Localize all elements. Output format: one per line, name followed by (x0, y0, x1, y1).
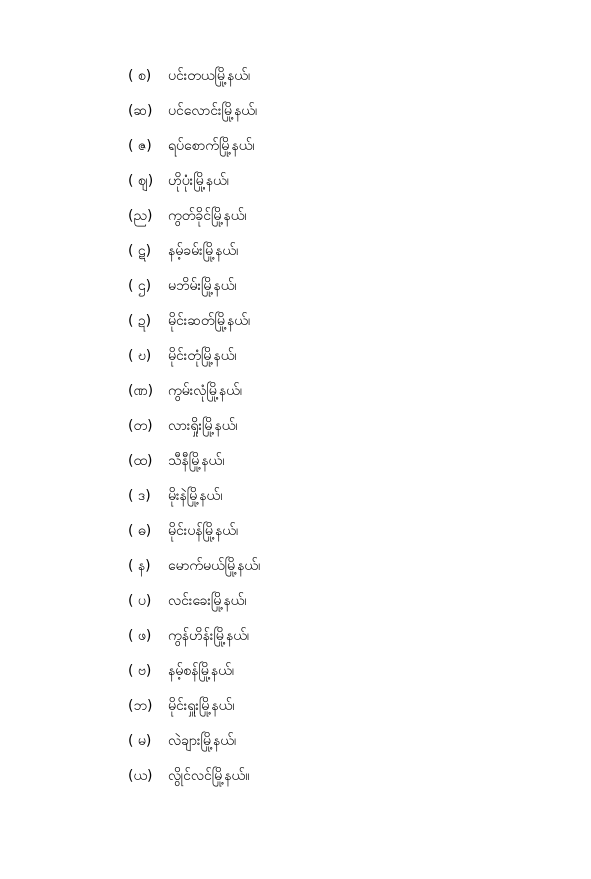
list-item (128, 93, 548, 128)
item-marker: ( ဖ) (128, 627, 152, 644)
list-item (128, 373, 548, 408)
item-marker: ( ဓ) (128, 522, 152, 539)
list-item (128, 548, 548, 583)
item-marker: ( ပ) (128, 592, 152, 609)
list-item (128, 163, 548, 198)
item-marker: (ည) (128, 207, 153, 224)
list-item (128, 58, 548, 93)
item-text: ပင်းတယမြို့နယ်၊ (168, 67, 251, 84)
list-item (128, 338, 548, 373)
item-text: ကွန်ဟိန်းမြို့နယ်၊ (168, 627, 250, 644)
item-text: လဲချားမြို့နယ်၊ (168, 732, 237, 749)
list-item (128, 583, 548, 618)
item-text: မိုင်းတုံမြို့နယ်၊ (168, 347, 237, 364)
item-text: ကွမ်းလုံမြို့နယ်၊ (168, 382, 242, 399)
list-item (128, 513, 548, 548)
item-marker: ( စ) (128, 67, 152, 84)
item-marker: (ဘ) (128, 697, 153, 714)
item-marker: ( ဈ) (128, 172, 154, 189)
item-text: လွိုင်လင်မြို့နယ်။ (168, 767, 250, 784)
item-marker: ( ဎ) (128, 347, 152, 364)
item-text: မိုင်းပန်မြို့နယ်၊ (168, 522, 239, 539)
item-marker: ( ဇ) (128, 137, 152, 154)
list-item (128, 618, 548, 653)
list-item (128, 303, 548, 338)
list-item (128, 268, 548, 303)
item-marker: ( ဋ) (128, 242, 152, 259)
list-item (128, 478, 548, 513)
item-text: မိုင်းဆတ်မြို့နယ်၊ (168, 312, 251, 329)
item-text: လားရှိုးမြို့နယ်၊ (168, 417, 238, 434)
item-text: သီနီမြို့နယ်၊ (168, 452, 225, 469)
item-text: ကွတ်ခိုင်မြို့နယ်၊ (168, 207, 247, 224)
item-marker: ( ဗ) (128, 662, 152, 679)
item-marker: (ဏ) (128, 382, 154, 399)
item-text: မိုးနဲမြို့နယ်၊ (168, 487, 223, 504)
item-marker: ( န) (128, 557, 151, 574)
list-item (128, 688, 548, 723)
item-marker: (ထ) (128, 452, 153, 469)
item-text: နမ့်ခမ်းမြို့နယ်၊ (168, 242, 239, 259)
list-item (128, 128, 548, 163)
item-text: ပင်လောင်းမြို့နယ်၊ (168, 102, 258, 119)
item-text: ရပ်စောက်မြို့နယ်၊ (168, 137, 255, 154)
list-item (128, 233, 548, 268)
item-text: နမ့်စန်မြို့နယ်၊ (168, 662, 234, 679)
item-marker: ( ဍ) (128, 312, 152, 329)
list-item (128, 723, 548, 758)
item-text: လင်းခေးမြို့နယ်၊ (168, 592, 247, 609)
list-item (128, 408, 548, 443)
list-item (128, 443, 548, 478)
item-text: မဘိမ်းမြို့နယ်၊ (168, 277, 237, 294)
item-text: ဟိုပုံးမြို့နယ်၊ (168, 172, 229, 189)
township-list (128, 58, 548, 793)
list-item (128, 653, 548, 688)
list-item (128, 198, 548, 233)
item-marker: ( ဌ) (128, 277, 152, 294)
item-marker: ( ဒ) (128, 487, 151, 504)
list-item (128, 758, 548, 793)
item-text: မိုင်းရှူးမြို့နယ်၊ (168, 697, 235, 714)
item-marker: (ယ) (128, 767, 153, 784)
item-text: မောက်မယ်မြို့နယ်၊ (168, 557, 261, 574)
item-marker: (တ) (128, 417, 153, 434)
item-marker: ( မ) (128, 732, 152, 749)
item-marker: (ဆ) (128, 102, 153, 119)
